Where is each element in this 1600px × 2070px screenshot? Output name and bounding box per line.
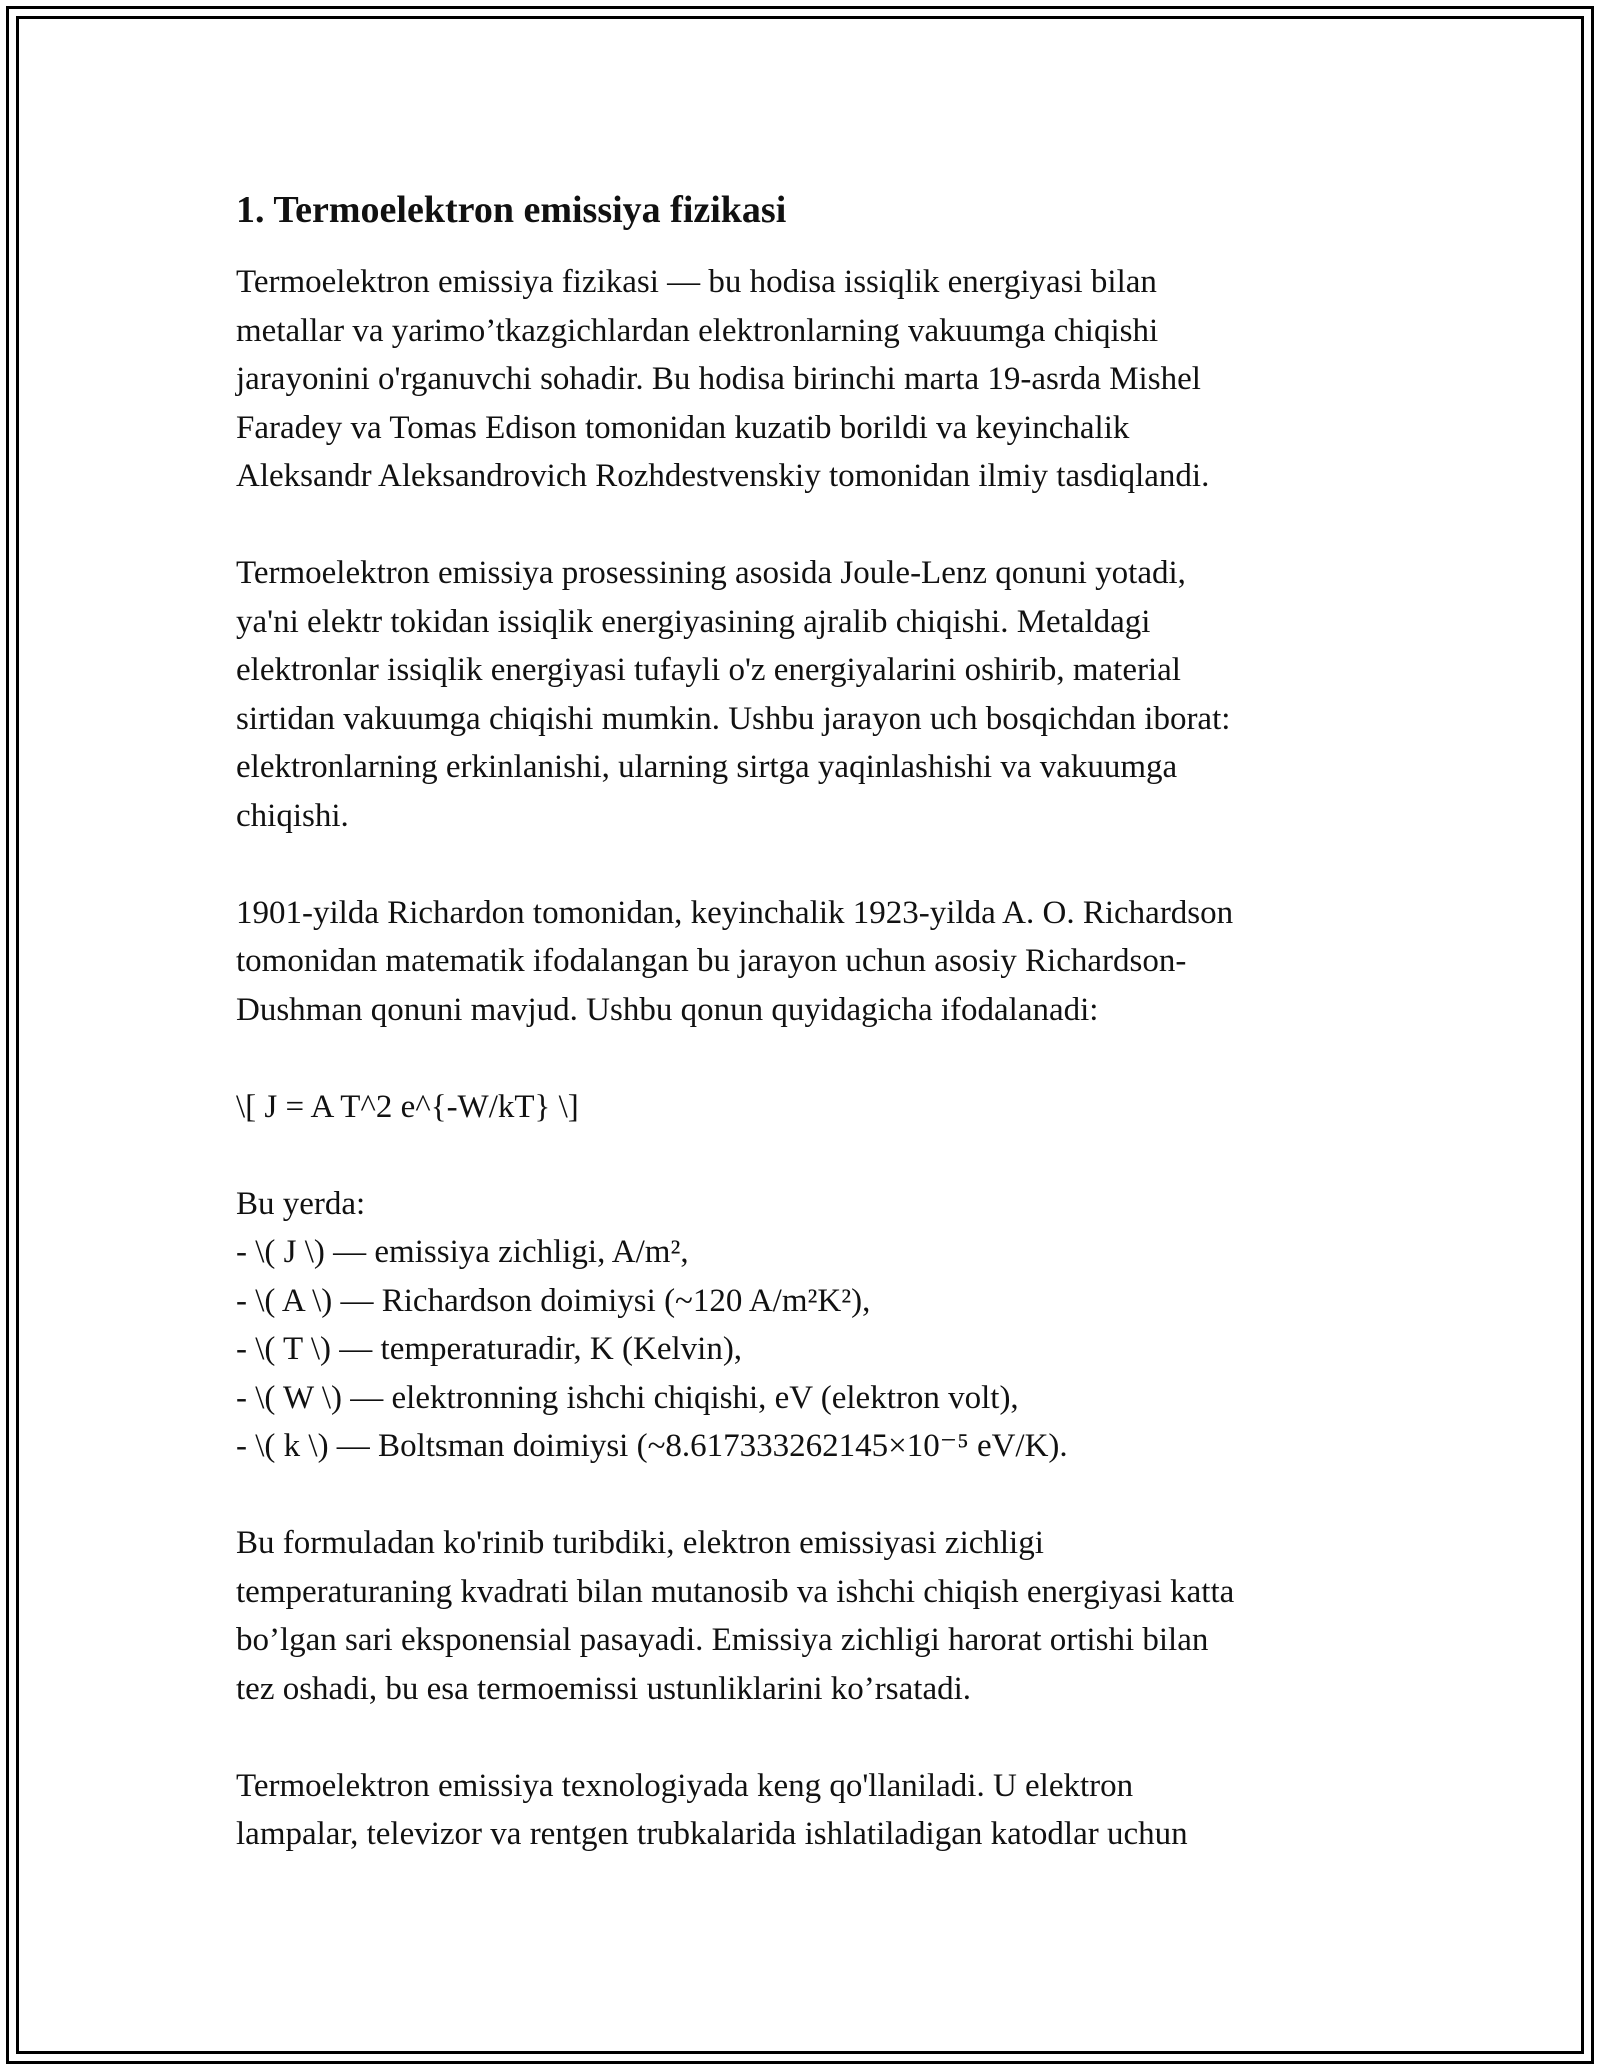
paragraph-intro: Termoelektron emissiya fizikasi — bu hodisa issiqlik energiyasi bilan metallar va yarimo’tkazgichlardan elektronlarning vakuumga chiqishi jarayonini o'rganuvchi sohadir. Bu hodisa birinchi marta 19-asrda Mishel Faradey va Tomas Edison tomonidan kuzatib borildi va keyinchalik Aleksandr Aleksandrovich Rozhdestvenskiy tomonidan ilmiy tasdiqlandi. xyxy=(236,264,1210,494)
definition-item: - \( k \) — Boltsman doimiysi (~8.617333262145×10⁻⁵ eV/K). xyxy=(236,1428,1068,1464)
definitions-list xyxy=(236,1180,1366,1471)
section-heading: 1. Termoelektron emissiya fizikasi xyxy=(236,189,787,231)
paragraph-process: Termoelektron emissiya prosessining asosida Joule-Lenz qonuni yotadi, ya'ni elektr tokidan issiqlik energiyasining ajralib chiqishi. Metaldagi elektronlar issiqlik energiyasi tufayli o'z energiyalarini oshirib, material sirtidan vakuumga chiqishi mumkin. Ushbu jarayon uch bosqichdan iborat: elektronlarning erkinlanishi, ularning sirtga yaqinlashishi va vakuumga chiqishi. xyxy=(236,555,1231,834)
definition-item: - \( T \) — temperaturadir, K (Kelvin), xyxy=(236,1331,743,1367)
definition-item: - \( A \) — Richardson doimiysi (~120 A/m²K²), xyxy=(236,1282,871,1319)
paragraph-analysis: Bu formuladan ko'rinib turibdiki, elektron emissiyasi zichligi temperaturaning kvadrati bilan mutanosib va ishchi chiqish energiyasi katta bo’lgan sari eksponensial pasayadi. Emissiya zichligi harorat ortishi bilan tez oshadi, bu esa termoemissi ustunliklarini ko’rsatadi. xyxy=(236,1525,1235,1707)
document-body xyxy=(236,186,1366,1859)
paragraph-history: 1901-yilda Richardon tomonidan, keyinchalik 1923-yilda A. O. Richardson tomonidan matematik ifodalangan bu jarayon uchun asosiy Richardson- Dushman qonuni mavjud. Ushbu qonun quyidagicha ifodalanadi: xyxy=(236,894,1234,1028)
definition-item: - \( W \) — elektronning ishchi chiqishi, eV (elektron volt), xyxy=(236,1379,1019,1416)
formula-text: \[ J = A T^2 e^{-W/kT} \] xyxy=(236,1088,579,1125)
definitions-intro: Bu yerda: xyxy=(236,1185,366,1222)
paragraph-applications: Termoelektron emissiya texnologiyada keng qo'llaniladi. U elektron lampalar, televizor va rentgen trubkalarida ishlatiladigan katodlar uchun xyxy=(236,1767,1188,1852)
definition-item: - \( J \) — emissiya zichligi, A/m², xyxy=(236,1234,689,1270)
